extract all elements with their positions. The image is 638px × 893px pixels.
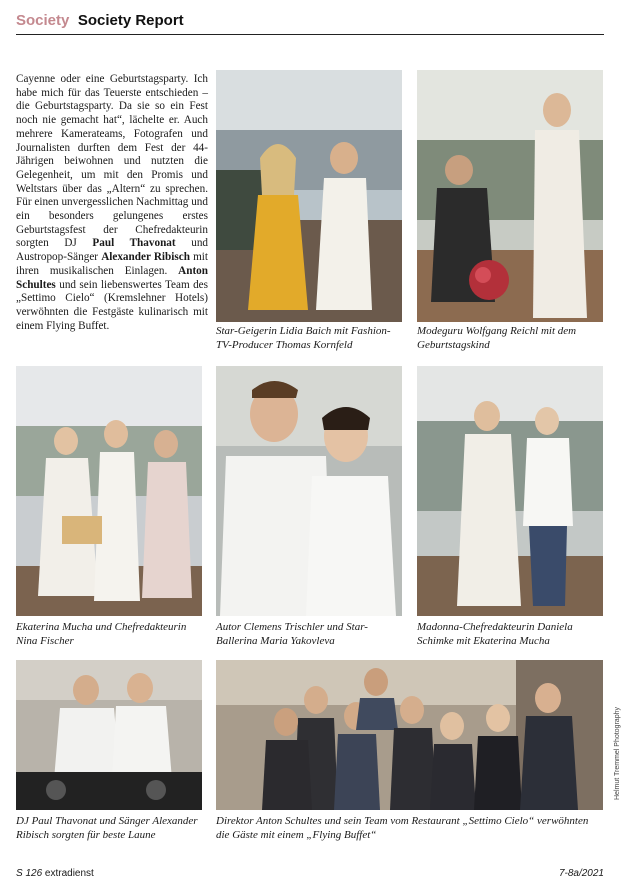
article-bold-name: Paul Thavonat	[92, 237, 176, 250]
article-text	[16, 73, 208, 333]
article-bold-name: Alexander Ribisch	[101, 251, 190, 264]
caption-schultes-team: Direktor Anton Schultes und sein Team vom Restaurant „Settimo Cielo“ verwöhnten die Gäste mit einem „Flying Buffet“	[216, 815, 589, 841]
footer-issue: 7-8a/2021	[558, 868, 604, 879]
photo-schimke-mucha	[417, 366, 603, 616]
photo-reichl	[417, 70, 603, 322]
photo-trischler-yakovleva	[216, 366, 402, 616]
article-text-part: mit ihren musikalischen Einlagen.	[16, 251, 208, 277]
section-label: Society	[16, 12, 70, 29]
photo-thavonat-ribisch	[16, 660, 202, 810]
article-text-part: und Austropop-Sänger	[16, 237, 209, 264]
photo-mucha-fischer	[16, 366, 202, 616]
page-title: Society Report	[77, 12, 184, 29]
caption-reichl: Modeguru Wolfgang Reichl mit dem Geburtstagskind	[417, 325, 577, 351]
caption-schimke-mucha: Madonna-Chefredakteurin Daniela Schimke mit Ekaterina Mucha	[417, 621, 573, 647]
article-text-part: und sein liebenswertes Team des „Settimo Cielo“ (Kremslehner Hotels) verwöhnten die Festgäste kulinarisch mit einem Flying Buffet.	[16, 278, 208, 332]
page-number: S 126	[16, 868, 43, 879]
photo-baich-kornfeld	[216, 70, 402, 322]
page-header	[16, 12, 604, 35]
caption-baich-kornfeld: Star-Geigerin Lidia Baich mit Fashion-TV-Producer Thomas Kornfeld	[216, 325, 391, 351]
photo-schultes-team	[216, 660, 603, 810]
magazine-name: extradienst	[44, 868, 94, 879]
caption-mucha-fischer: Ekaterina Mucha und Chefredakteurin Nina Fischer	[16, 621, 187, 647]
article-bold-name: Anton Schultes	[16, 264, 208, 291]
footer-page	[16, 868, 94, 879]
photo-credit: Helmut Tremmel Photography	[614, 707, 621, 800]
caption-trischler-yakovleva: Autor Clemens Trischler und Star-Ballerina Maria Yakovleva	[216, 621, 368, 647]
article-text-part: Cayenne oder eine Geburtstagsparty. Ich habe mich für das Teuerste entschieden – die Geburtstagsparty. Da sie so ein Fest noch nie gemacht hat“, lächelte er. Auch mehrere Kamerateams, Fotografen und Journalisten durften dem Fest der 44-Jährigen beiwohnen und nutzten die Gelegenheit, um mit den Promis und Weltstars über das „Altern“ zu sprechen. Für einen unvergesslichen Nachmittag und ein besonders gelungenes erstes Geburtstagsfest der Chefredakteurin sorgten DJ	[16, 73, 208, 250]
caption-thavonat-ribisch: DJ Paul Thavonat und Sänger Alexander Ribisch sorgten für beste Laune	[16, 815, 198, 841]
